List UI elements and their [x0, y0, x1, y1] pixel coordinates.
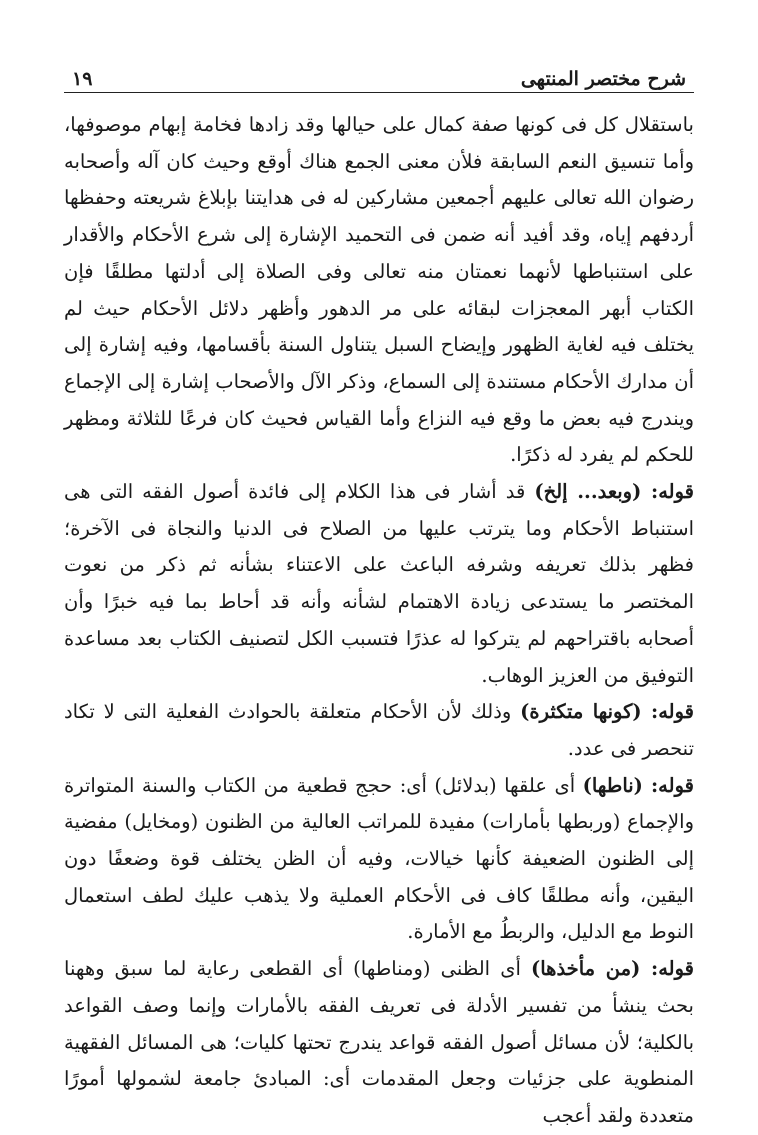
paragraph-text: قد أشار فى هذا الكلام إلى فائدة أصول الفقه التى هى استنباط الأحكام وما يترتب عليها من الصلاح فى الدنيا والنجاة فى الآخرة؛ فظهر بذلك تعريفه وشرفه الباعث على الاعتناء بشأنه ثم ذكر من نعوت المختصر ما يستدعى زيادة الاهتمام لشأنه وأنه قد أحاط بما فيه خبرًا وأن أصحابه باقتراحهم لم يتركوا له عذرًا فتسبب الكل لتصنيف الكتاب بعد مساعدة التوفيق من العزيز الوهاب. [64, 480, 694, 687]
header-rule [64, 92, 694, 93]
paragraph-5 [64, 951, 694, 1135]
running-title: شرح مختصر المنتهى [520, 68, 686, 90]
paragraph-lead: قوله: (من مأخذها) [531, 957, 695, 981]
paragraph-lead: قوله: (وبعد... إلخ) [534, 480, 694, 504]
paragraph-1 [64, 107, 694, 474]
page-header [64, 60, 694, 90]
paragraph-text: أى علقها (بدلائل) أى: حجج قطعية من الكتاب والسنة المتواترة والإجماع (وربطها بأمارات) مفيدة للمراتب العالية من الظنون (ومخايل) مفضية إلى الظنون الضعيفة كأنها خيالات، وفيه أن الظن يختلف قوة وضعفًا دون اليقين، وأنه مطلقًا كاف فى الأحكام العملية ولا يذهب عليك لطف استعمال النوط مع الدليل، والربطُ مع الأمارة. [64, 773, 694, 944]
paragraph-lead: قوله: (كونها متكثرة) [520, 700, 694, 724]
paragraph-lead: قوله: (ناطها) [582, 773, 694, 797]
paragraph-3 [64, 694, 694, 767]
paragraph-4 [64, 768, 694, 952]
page-number: ١٩ [72, 68, 93, 90]
page-body [64, 107, 694, 1135]
paragraph-text: وذلك لأن الأحكام متعلقة بالحوادث الفعلية التى لا تكاد تنحصر فى عدد. [64, 700, 694, 760]
paragraph-text: باستقلال كل فى كونها صفة كمال على حيالها وقد زادها فخامة إبهام موصوفها، وأما تنسيق النعم السابقة فلأن معنى الجمع هناك أوقع وحيث كان آله وأصحابه رضوان الله تعالى عليهم أجمعين مشاركين له فى هدايتنا بإبلاغ شريعته وحفظها أردفهم إياه، وقد أفيد أنه ضمن فى التحميد الإشارة إلى شرع الأحكام والأقدار على استنباطها لأنهما نعمتان منه تعالى وفى الصلاة إلى أدلتها مطلقًا فإن الكتاب أبهر المعجزات لبقائه على مر الدهور وأظهر دلائل الأحكام حيث لم يختلف فيه لغاية الظهور وإيضاح السبل يتناول السنة بأقسامها، وفيه إشارة إلى أن مدارك الأحكام مستندة إلى السماع، وذكر الآل والأصحاب إشارة إلى الإجماع ويندرج فيه بعض ما وقع فيه النزاع وأما القياس فحيث كان فرعًا للثلاثة ومظهر للحكم لم يفرد له ذكرًا. [64, 113, 694, 467]
paragraph-text: أى الظنى (ومناطها) أى القطعى رعاية لما سبق وههنا بحث ينشأ من تفسير الأدلة فى تعريف الفقه بالأمارات وإنما وصف القواعد بالكلية؛ لأن مسائل أصول الفقه قواعد يندرج تحتها كليات؛ هى المسائل الفقهية المنطوية على جزئيات وجعل المقدمات أى: المبادئ جامعة لشمولها أمورًا متعددة ولقد أعجب [64, 957, 694, 1127]
paragraph-2 [64, 474, 694, 694]
